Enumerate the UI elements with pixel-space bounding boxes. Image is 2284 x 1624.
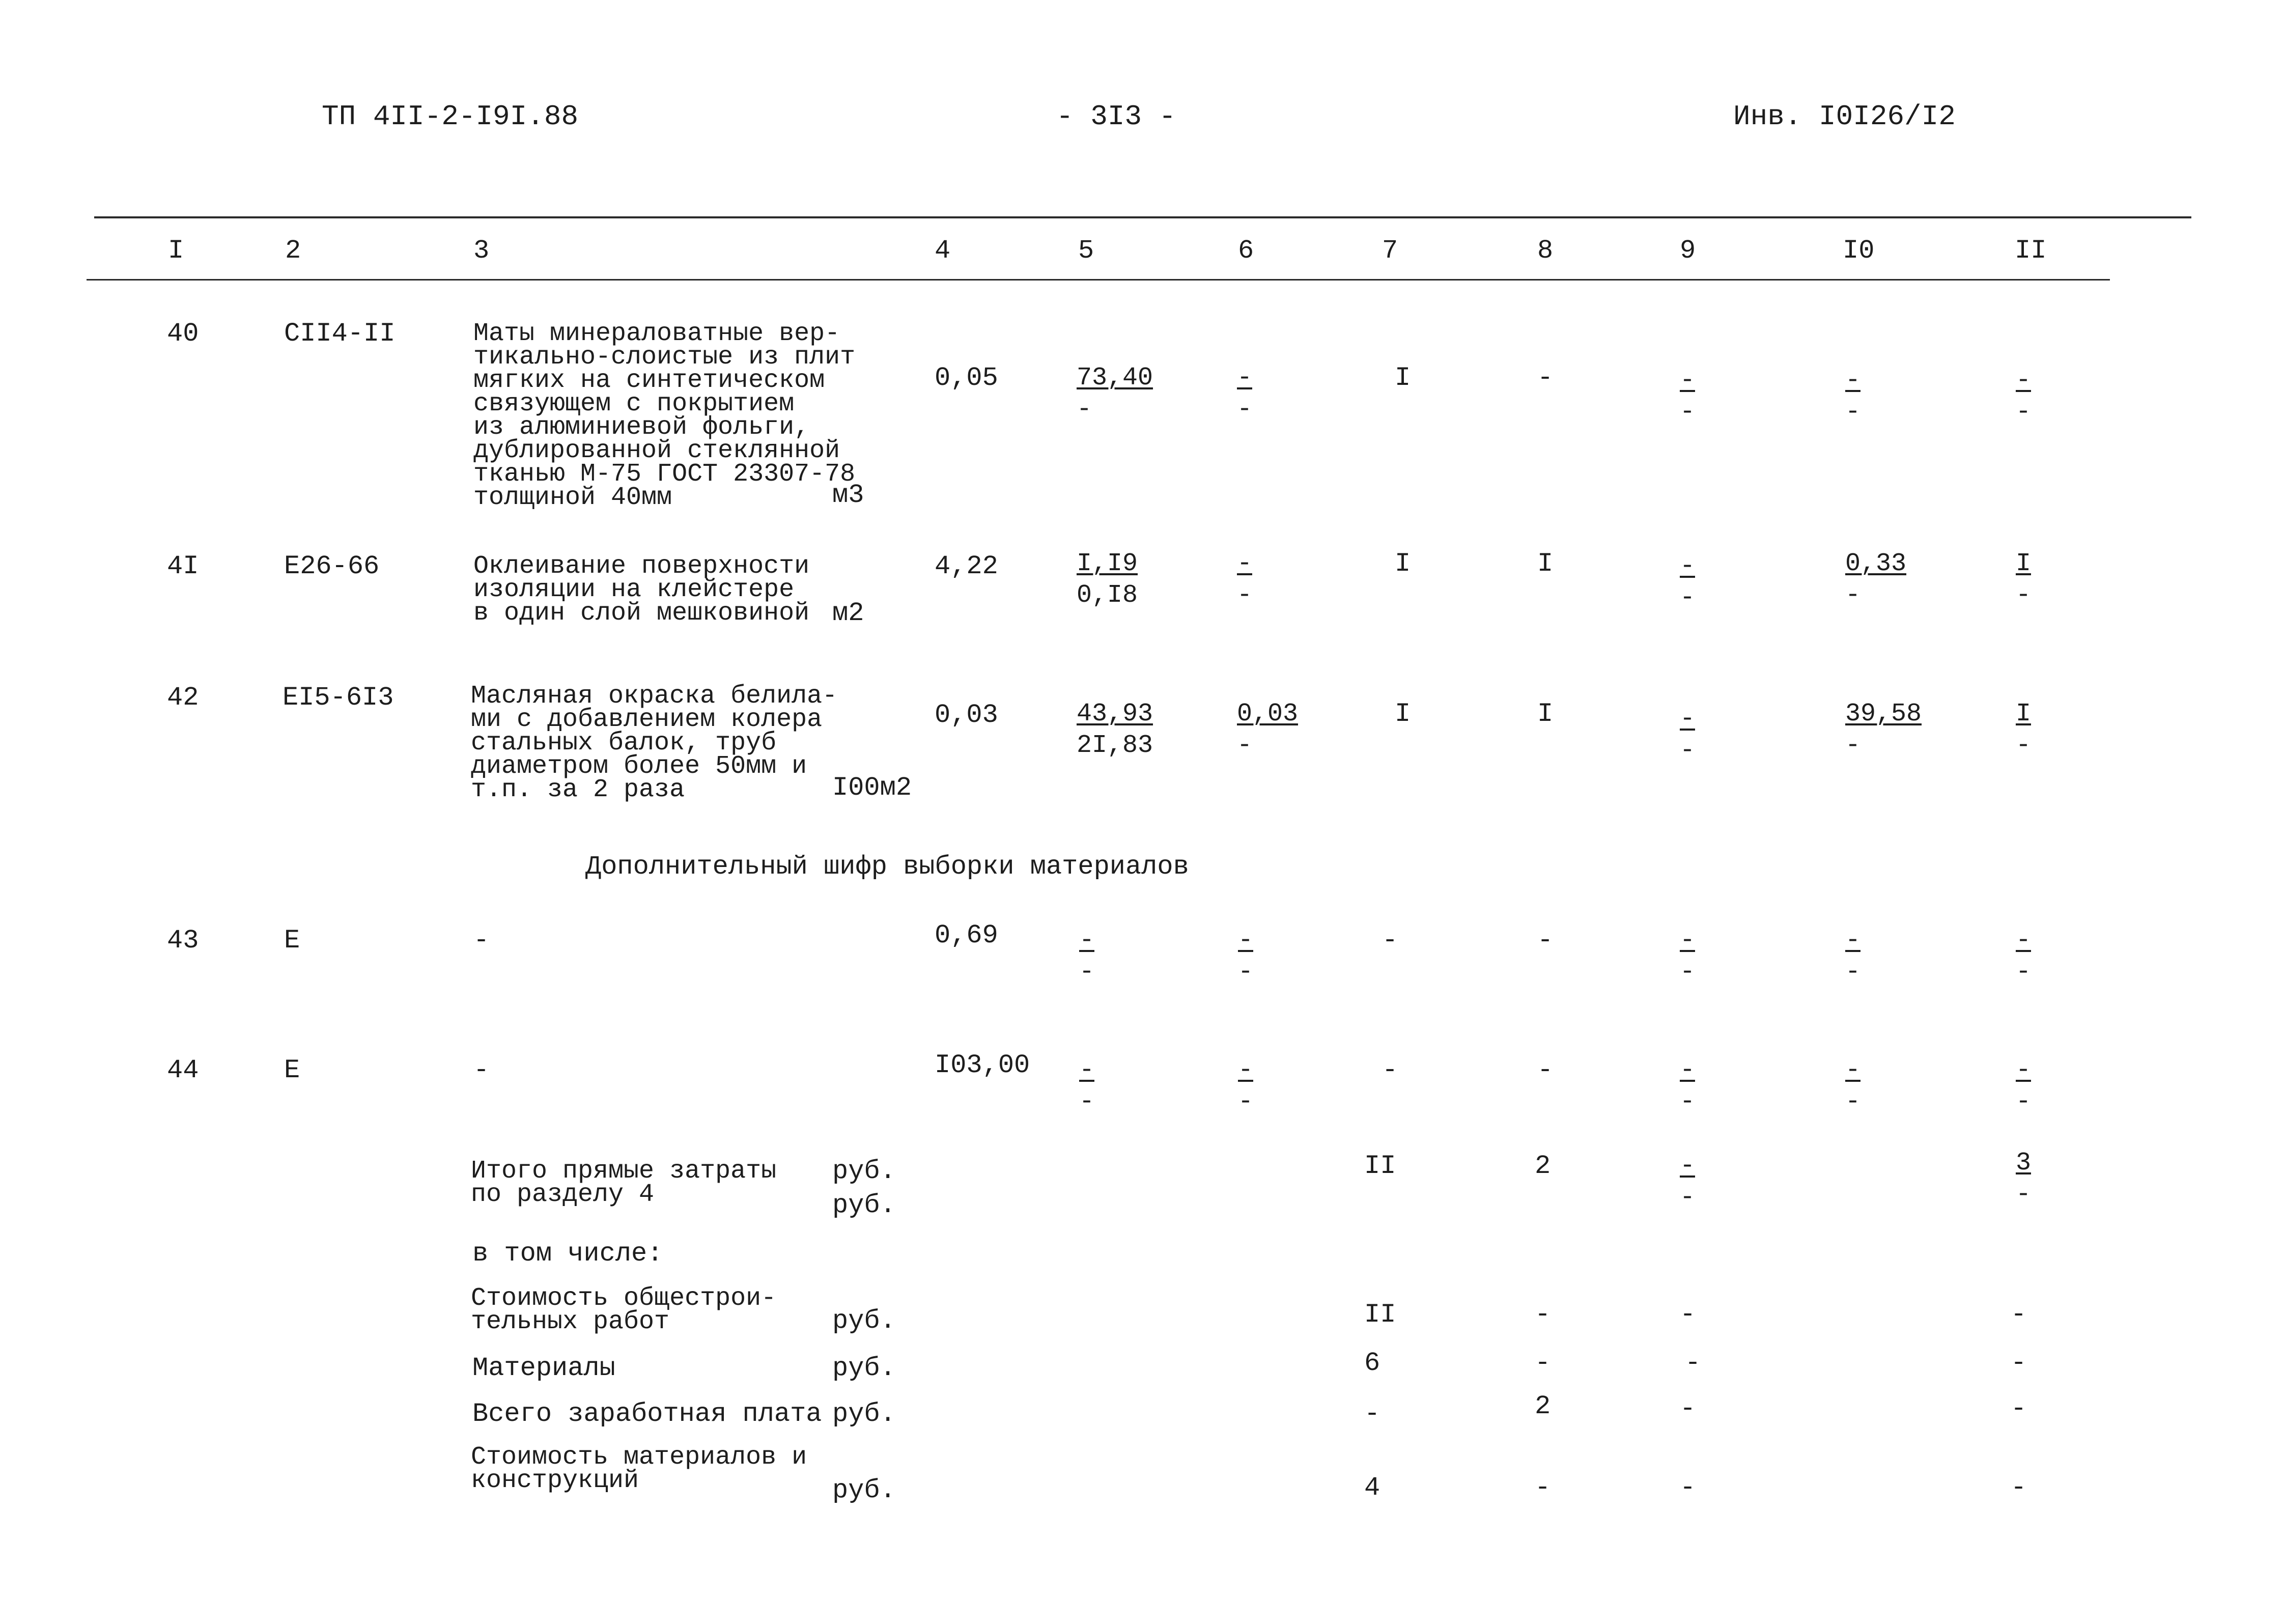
col6-value: - -	[1238, 926, 1254, 987]
summary-mat-constr-col11: -	[2011, 1473, 2027, 1503]
summary-total-col9: - -	[1680, 1152, 1696, 1212]
summary-mat-constr-unit: руб.	[832, 1475, 896, 1505]
col5-value: $\frac{43,93}{2I,83}$	[1077, 699, 1153, 760]
col9-value: - -	[1680, 552, 1696, 612]
rate-code: Е	[284, 926, 300, 956]
quantity: 0,69	[935, 920, 998, 950]
col5-value: $\frac{I,I9}{0,I8}$	[1077, 549, 1138, 610]
summary-wages-col7: -	[1364, 1399, 1380, 1429]
summary-total-label: Итого прямые затраты по разделу 4	[471, 1157, 777, 1209]
col7-value: I	[1395, 699, 1411, 729]
summary-general-col11: -	[2011, 1300, 2027, 1330]
table-header-bottom-rule	[87, 279, 2110, 281]
quantity: I03,00	[935, 1050, 1030, 1080]
col8-value: I	[1537, 699, 1554, 729]
rate-code: ЕI5-6I3	[283, 683, 394, 713]
summary-total-col7: II	[1364, 1151, 1396, 1181]
col8-value: -	[1537, 926, 1554, 956]
col-header-9: 9	[1680, 236, 1696, 266]
col5-value: - -	[1079, 1056, 1095, 1116]
summary-total-col8: 2	[1535, 1151, 1551, 1181]
row-number: 42	[167, 683, 199, 713]
row-number: 43	[167, 926, 199, 956]
col8-value: -	[1537, 363, 1554, 393]
rate-code: Е	[284, 1055, 300, 1085]
quantity: 0,05	[935, 363, 998, 393]
col-header-10: I0	[1843, 236, 1875, 266]
table-top-rule	[94, 216, 2191, 218]
summary-wages-col8: 2	[1535, 1391, 1551, 1421]
col6-value: 0,03 -	[1237, 699, 1299, 760]
col8-value: I	[1537, 549, 1554, 579]
summary-mat-constr-col9: -	[1680, 1473, 1696, 1503]
summary-wages-unit: руб.	[832, 1399, 896, 1429]
summary-total-col11: 3 -	[2016, 1149, 2032, 1209]
col7-value: -	[1382, 1055, 1398, 1085]
col7-value: I	[1395, 549, 1411, 579]
col11-value: - -	[2016, 366, 2032, 427]
col10-value: 39,58 -	[1845, 699, 1922, 760]
col9-value: - -	[1680, 705, 1696, 765]
col6-value: - -	[1238, 1056, 1254, 1116]
col7-value: -	[1382, 926, 1398, 956]
col5-value: - -	[1079, 926, 1095, 987]
summary-including-label: в том числе:	[472, 1239, 663, 1269]
summary-general-label: Стоимость общестрои- тельных работ	[471, 1284, 777, 1336]
summary-general-col7: II	[1364, 1300, 1396, 1330]
col11-value: - -	[2016, 926, 2032, 987]
col9-value: - -	[1680, 366, 1696, 427]
rate-code: Е26-66	[284, 551, 380, 581]
page-number: - 3I3 -	[1056, 100, 1176, 133]
col-header-7: 7	[1382, 236, 1398, 266]
summary-materials-col11: -	[2011, 1348, 2027, 1378]
col11-value: I -	[2016, 549, 2032, 610]
unit: I00м2	[832, 773, 912, 803]
col9-value: - -	[1680, 926, 1696, 987]
quantity: 0,03	[935, 700, 998, 730]
col10-value: - -	[1845, 366, 1861, 427]
col-header-1: I	[168, 236, 184, 266]
row-number: 44	[167, 1055, 199, 1085]
summary-materials-label: Материалы	[472, 1353, 615, 1383]
summary-wages-col11: -	[2011, 1394, 2027, 1424]
col-header-3: 3	[473, 236, 490, 266]
summary-general-col9: -	[1680, 1300, 1696, 1330]
summary-materials-col9: -	[1685, 1348, 1701, 1378]
summary-materials-unit: руб.	[832, 1353, 896, 1383]
col-header-5: 5	[1078, 236, 1094, 266]
doc-code: ТП 4II-2-I9I.88	[322, 100, 579, 133]
col7-value: I	[1395, 363, 1411, 393]
summary-wages-col9: -	[1680, 1394, 1696, 1424]
extra-materials-caption: Дополнительный шифр выборки материалов	[585, 852, 1189, 882]
summary-mat-constr-label: Стоимость материалов и конструкций	[471, 1443, 807, 1495]
col8-value: -	[1537, 1055, 1554, 1085]
quantity: 4,22	[935, 551, 998, 581]
col11-value: - -	[2016, 1056, 2032, 1116]
col-header-11: II	[2015, 236, 2047, 266]
summary-materials-col7: 6	[1364, 1348, 1380, 1378]
summary-general-col8: -	[1535, 1300, 1551, 1330]
rate-code: CII4-II	[284, 319, 396, 349]
unit: м3	[832, 480, 864, 510]
col-header-4: 4	[935, 236, 951, 266]
col10-value: - -	[1845, 1056, 1861, 1116]
summary-total-unit-1: руб.	[832, 1156, 896, 1186]
col10-value: - -	[1845, 926, 1861, 987]
summary-materials-col8: -	[1535, 1348, 1551, 1378]
summary-mat-constr-col7: 4	[1364, 1473, 1380, 1503]
work-description: Оклеивание поверхности изоляции на клейстере в один слой мешковиной	[473, 552, 810, 628]
work-description: -	[473, 1055, 490, 1085]
col-header-8: 8	[1537, 236, 1554, 266]
col9-value: - -	[1680, 1056, 1696, 1116]
work-description: Маты минераловатные вер- тикально-слоистые из плит мягких на синтетическом связующем с покрытием из алюминиевой фольги, дублированной стеклянной тканью М-75 ГОСТ 23307-78 толщиной 40мм	[473, 319, 856, 512]
inventory-number: Инв. I0I26/I2	[1733, 100, 1956, 133]
row-number: 40	[167, 319, 199, 349]
col-header-6: 6	[1238, 236, 1254, 266]
row-number: 4I	[167, 551, 199, 581]
work-description: -	[473, 926, 490, 956]
work-description: Масляная окраска белила- ми с добавлением колера стальных балок, труб диаметром более 50мм и т.п. за 2 раза	[471, 682, 838, 804]
col-header-2: 2	[285, 236, 301, 266]
col6-value: - -	[1237, 549, 1253, 610]
col10-value: 0,33 -	[1845, 549, 1907, 610]
summary-general-unit: руб.	[832, 1306, 896, 1336]
col11-value: I -	[2016, 699, 2032, 760]
col5-value: 73,40 -	[1077, 363, 1153, 424]
summary-mat-constr-col8: -	[1535, 1473, 1551, 1503]
summary-total-unit-2: руб.	[832, 1190, 896, 1220]
unit: м2	[832, 598, 864, 628]
summary-wages-label: Всего заработная плата	[472, 1399, 822, 1429]
col6-value: - -	[1237, 363, 1253, 424]
